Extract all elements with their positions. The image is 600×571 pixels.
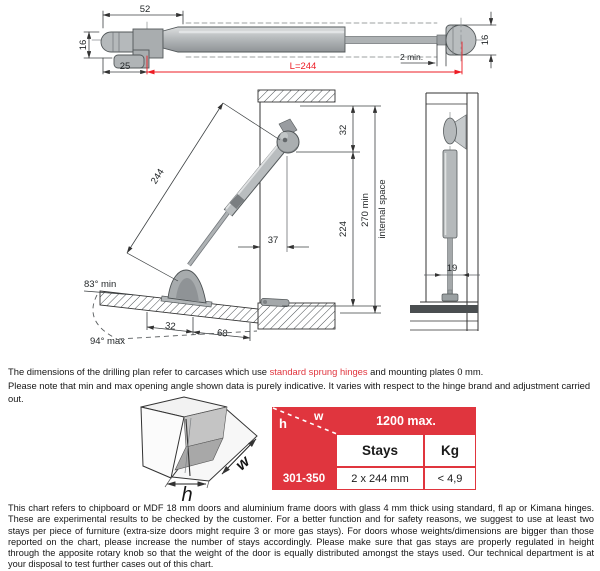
standard-sprung-hinges-highlight: standard sprung hinges <box>269 366 368 377</box>
internal-space-label: internal space <box>377 179 388 239</box>
bottom-panel <box>258 303 335 329</box>
cabinet-pictogram <box>141 397 257 506</box>
table-header-stays: Stays <box>336 434 424 467</box>
dim-270-min: 270 min <box>360 193 371 227</box>
dim-37: 37 <box>267 235 279 246</box>
dim-16-right: 16 <box>480 34 491 46</box>
dim-52: 52 <box>139 4 151 15</box>
table-header-kg: Kg <box>424 434 476 467</box>
dim-19: 19 <box>446 263 458 274</box>
table-value-kg: < 4,9 <box>424 467 476 490</box>
installation-section-view <box>84 90 388 347</box>
spec-table <box>272 407 476 490</box>
table-corner-w: w <box>314 409 324 423</box>
table-header-1200max: 1200 max. <box>376 413 436 428</box>
angle-max: 94° max <box>90 336 125 347</box>
gas-stay-inclined <box>189 119 299 265</box>
top-panel <box>258 90 335 102</box>
dim-2min: 2 min. <box>400 52 424 62</box>
gas-stay-top-view <box>78 4 496 74</box>
dim-25: 25 <box>119 61 131 72</box>
dim-32-door: 32 <box>164 320 177 333</box>
cabinet-height-label: h <box>181 484 193 506</box>
footer-paragraph: This chart refers to chipboard or MDF 18 mm doors and aluminium frame doors with glass 4 mm thick using standard, fl ap or Kimana hinges. These are experimental results to be checked by the customer. For a better function and for safety reasons, we suggest to use at least two stays per piece of furniture (extra-size doors might require 3 or more gas stays). For doors whose weights/dimensions are bigger than those reported on the chart, please increase the number of stays accordingly. Please make sure that gas stays are properly regulated in height through the apposite rotary knob so that the weight of the door is equally distributed amongst the stays used. Our technical department is at your disposal to test further cases out of this chart. <box>8 503 594 570</box>
table-row-height-range: 301-350 <box>282 472 326 485</box>
dim-32-top: 32 <box>338 124 349 136</box>
note-line-1: The dimensions of the drilling plan refer to carcases which use standard sprung hinges and mounting plates 0 mm. <box>8 366 484 377</box>
dim-length: L=244 <box>289 61 317 72</box>
table-corner-h: h <box>279 416 287 431</box>
angle-min: 83° min <box>84 279 117 290</box>
cabinet-width-label: w <box>232 453 254 475</box>
side-view <box>410 93 480 331</box>
end-bracket <box>101 29 163 68</box>
note-line-2: Please note that min and max opening angle shown data is purely indicative. It varies with respect to the hinge brand and adjustment carried out. <box>8 379 591 404</box>
dim-244: 244 <box>148 166 167 187</box>
table-value-stays: 2 x 244 mm <box>336 467 424 490</box>
hinge <box>261 298 289 306</box>
dim-16-left: 16 <box>78 39 89 51</box>
dim-68: 68 <box>216 327 229 340</box>
drilling-notes <box>8 365 596 406</box>
dim-224: 224 <box>338 221 349 237</box>
piston-rod <box>345 37 437 44</box>
